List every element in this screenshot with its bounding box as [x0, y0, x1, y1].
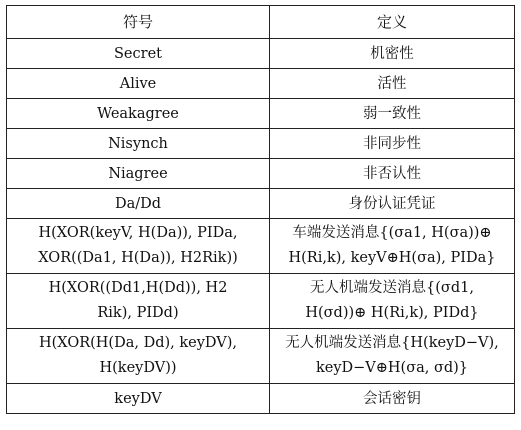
table-row — [7, 329, 515, 384]
symbol-line: Rik), PIDd) — [97, 305, 179, 321]
definition-column-header: 定义 — [270, 6, 515, 39]
symbol-cell — [7, 219, 270, 274]
table-row — [7, 69, 515, 99]
definition-cell — [270, 219, 515, 274]
definition-cell: 活性 — [270, 69, 515, 99]
definition-cell — [270, 274, 515, 329]
definition-line: 无人机端发送消息{H(keyD−V), — [285, 335, 499, 351]
symbol-cell — [7, 274, 270, 329]
symbol-cell: Nisynch — [7, 129, 270, 159]
symbol-column-header: 符号 — [7, 6, 270, 39]
definition-cell: 弱一致性 — [270, 99, 515, 129]
symbol-cell: keyDV — [7, 384, 270, 414]
definition-cell: 会话密钥 — [270, 384, 515, 414]
header-row — [7, 6, 515, 39]
symbol-cell — [7, 329, 270, 384]
table-row — [7, 39, 515, 69]
definition-line: H(Ri,k), keyV⊕H(σa), PIDa} — [288, 250, 496, 266]
symbol-line: H(XOR((Dd1,H(Dd)), H2 — [48, 280, 228, 296]
notation-table — [6, 5, 515, 414]
symbol-cell: Weakagree — [7, 99, 270, 129]
table-row — [7, 99, 515, 129]
table-row — [7, 129, 515, 159]
definition-cell: 机密性 — [270, 39, 515, 69]
definition-cell — [270, 329, 515, 384]
definition-line: H(σd))⊕ H(Ri,k), PIDd} — [305, 305, 479, 321]
table-row — [7, 219, 515, 274]
definition-cell: 非同步性 — [270, 129, 515, 159]
definition-line: 无人机端发送消息{(σd1, — [310, 280, 474, 296]
definition-line: keyD−V⊕H(σa, σd)} — [315, 360, 469, 376]
symbol-cell: Da/Dd — [7, 189, 270, 219]
definition-cell: 非否认性 — [270, 159, 515, 189]
definition-cell: 身份认证凭证 — [270, 189, 515, 219]
symbol-cell: Secret — [7, 39, 270, 69]
symbol-line: H(XOR(keyV, H(Da)), PIDa, — [38, 225, 238, 241]
symbol-cell: Niagree — [7, 159, 270, 189]
table-row — [7, 189, 515, 219]
table-row — [7, 384, 515, 414]
symbol-line: H(keyDV)) — [99, 360, 177, 376]
symbol-line: H(XOR(H(Da, Dd), keyDV), — [38, 335, 238, 351]
definition-line: 车端发送消息{(σa1, H(σa))⊕ — [292, 225, 492, 241]
table-row — [7, 159, 515, 189]
table-row — [7, 274, 515, 329]
symbol-cell: Alive — [7, 69, 270, 99]
symbol-line: XOR((Da1, H(Da)), H2Rik)) — [38, 250, 238, 266]
